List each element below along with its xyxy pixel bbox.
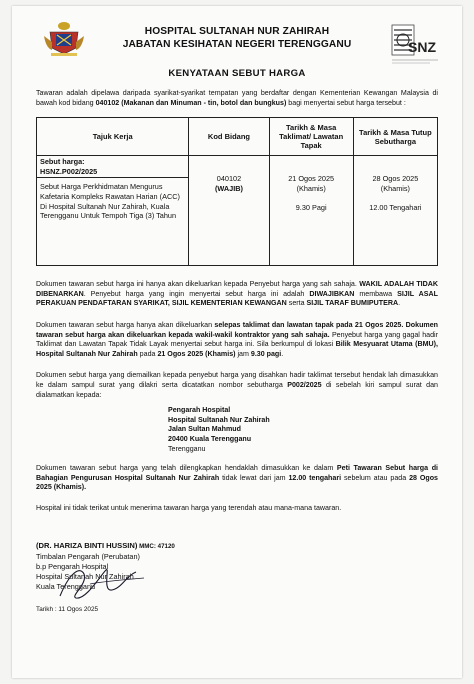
hsnz-logo-icon [390,22,440,66]
malaysia-coat-of-arms-icon [42,20,86,58]
document-heading: KENYATAAN SEBUT HARGA [168,68,306,79]
document-page [12,6,462,678]
header-tajuk-kerja: Tajuk Kerja [37,118,189,156]
svg-text:SNZ: SNZ [408,39,436,55]
signatory-block: (DR. HARIZA BINTI HUSSIN) MMC: 47120 Timbalan Pengarah (Perubatan) b.p Pengarah Hospital Hospital Sultanah Nur Zahirah Kuala Terengganu [36,541,438,592]
paragraph-briefing: Dokumen tawaran sebut harga hanya akan dikeluarkan selepas taklimat dan lawatan tapak pada 21 Ogos 2025. Dokumen tawaran sebut harga akan dikeluarkan kepada wakil-wakil kontraktor yang sah sahaja. Penyebut harga yang gagal hadir Taklimat dan Lawatan Tapak Tidak Layak menyertai sebut harga ini. Sila berkumpul di lokasi Bilik Mesyuarat Utama (BMU), Hospital Sultanah Nur Zahirah pada 21 Ogos 2025 (Khamis) jam 9.30 pagi. [36,320,438,358]
intro-paragraph: Tawaran adalah dipelawa daripada syarikat-syarikat tempatan yang berdaftar dengan Kementerian Kewangan Malaysia di bawah kod bidang 040102 (Makanan dan Minuman - tin, botol dan bungkus) bagi menyertai sebut harga tersebut : [36,89,438,107]
tender-title: Sebut Harga Perkhidmatan Mengurus Kafetaria Kompleks Rawatan Harian (ACC) Di Hospital Sultanah Nur Zahirah, Kuala Terengganu Untuk Tempoh Tiga (3) Tahun [40,182,180,221]
header-taklimat: Tarikh & Masa Taklimat/ Lawatan Tapak [269,118,353,156]
paragraph-disclaimer: Hospital ini tidak terikat untuk menerima tawaran harga yang terendah atau mana-mana tawaran. [36,503,342,512]
header-tutup: Tarikh & Masa Tutup Sebutharga [353,118,437,156]
mailing-address: Pengarah Hospital Hospital Sultanah Nur Zahirah Jalan Sultan Mahmud 20400 Kuala Terengganu Terengganu [168,406,270,453]
tender-reference: Sebut harga: HSNZ.P002/2025 [37,156,188,178]
cell-taklimat: 21 Ogos 2025 (Khamis) 9.30 Pagi [269,156,353,266]
signatory-title: Timbalan Pengarah (Perubatan) [36,552,140,562]
cell-kod-bidang: 040102 (WAJIB) [189,156,269,266]
paragraph-requirements: Dokumen tawaran sebut harga ini hanya akan dikeluarkan kepada Penyebut harga yang sah sahaja. WAKIL ADALAH TIDAK DIBENARKAN. Penyebut harga yang ingin menyertai sebut harga ini adalah DIWAJIBKAN membawa SIJIL ASAL PERAKUAN PENDAFTARAN SYARIKAT, SIJIL KEMENTERIAN KEWANGAN serta SIJIL TARAF BUMIPUTERA. [36,280,439,308]
letterhead [36,20,438,60]
cell-tutup: 28 Ogos 2025 (Khamis) 12.00 Tengahari [353,156,437,266]
signatory-name: (DR. HARIZA BINTI HUSSIN) MMC: 47120 [36,541,175,551]
paragraph-envelope: Dokumen sebut harga yang diemailkan kepada penyebut harga yang disahkan hadir taklimat tersebut hendak lah dimasukkan ke dalam sampul surat yang dilakri serta dicatatkan nombor sebutharga P002/2025 di sebelah kiri sampul surat dan dialamatkan kepada: [36,371,438,399]
hospital-name: HOSPITAL SULTANAH NUR ZAHIRAH [144,26,330,37]
department-name: JABATAN KESIHATAN NEGERI TERENGGANU [122,39,352,50]
paragraph-submission: Dokumen tawaran sebut harga yang telah dilengkapkan hendaklah dimasukkan ke dalam Peti Tawaran Sebut harga di Bahagian Pengurusan Hospital Sultanah Nur Zahirah tidak lewat dari jam 12.00 tengahari sebelum atau pada 28 Ogos 2025 (Khamis). [36,464,438,492]
tender-table [36,117,438,266]
header-kod-bidang: Kod Bidang [189,118,269,156]
table-header-row [37,118,438,156]
table-row [37,156,438,266]
handwritten-signature-icon [40,562,160,602]
cell-tajuk-kerja [37,156,189,266]
document-date: Tarikh : 11 Ogos 2025 [36,606,99,614]
